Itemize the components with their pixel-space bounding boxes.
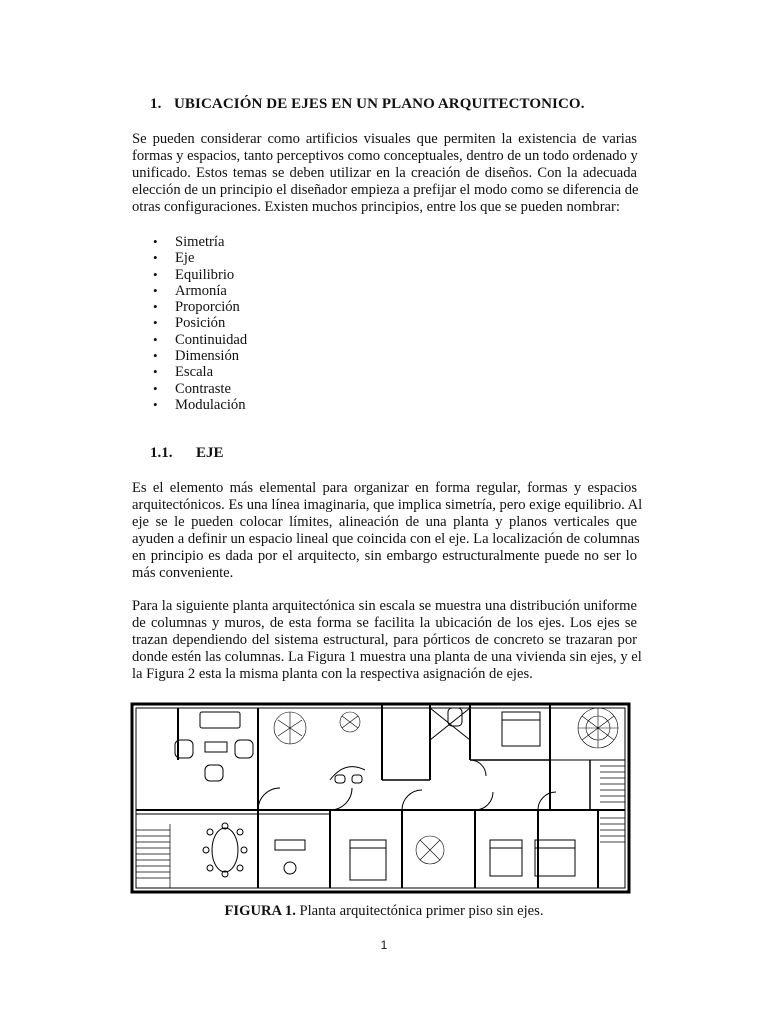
list-item: • Modulación bbox=[150, 397, 247, 413]
intro-paragraph bbox=[132, 131, 637, 216]
paragraph-line: otras configuraciones. Existen muchos principios, entre los que se pueden nombrar: bbox=[132, 199, 620, 215]
subsection-number: 1.1. bbox=[150, 445, 173, 461]
paragraph-line: la Figura 2 esta la misma planta con la respectiva asignación de ejes. bbox=[132, 666, 533, 682]
list-item: • Continuidad bbox=[150, 332, 247, 348]
paragraph-line: arquitectónicos. Es una línea imaginaria, que implica simetría, pero exige equilibrio. Al bbox=[132, 497, 643, 513]
paragraph-line: más conveniente. bbox=[132, 565, 234, 581]
paragraph-line: donde estén las columnas. La Figura 1 muestra una planta de una vivienda sin ejes, y el bbox=[132, 649, 642, 665]
figure-caption bbox=[0, 903, 768, 920]
section-number: 1. bbox=[150, 96, 162, 112]
list-item: • Equilibrio bbox=[150, 267, 247, 283]
planta-paragraph bbox=[132, 598, 642, 683]
paragraph-line: de columnas y muros, de esta forma se facilita la ubicación de los ejes. Los ejes se bbox=[132, 615, 637, 631]
list-item: • Contraste bbox=[150, 381, 247, 397]
paragraph-line: eje se le pueden colocar límites, alineación de una planta y planos verticales que bbox=[132, 514, 637, 530]
paragraph-line: elección de un principio el diseñador empieza a prefijar el modo como se diferencia de bbox=[132, 182, 639, 198]
paragraph-line: Es el elemento más elemental para organizar en forma regular, formas y espacios bbox=[132, 480, 637, 496]
paragraph-line: unificado. Estos temas se deben utilizar en la creación de diseños. Con la adecuada bbox=[132, 165, 637, 181]
eje-paragraph bbox=[132, 480, 643, 582]
subsection-title: EJE bbox=[196, 445, 224, 461]
floor-plan-drawing bbox=[130, 700, 635, 895]
paragraph-line: Se pueden considerar como artificios visuales que permiten la existencia de varias bbox=[132, 131, 637, 147]
list-item: • Simetría bbox=[150, 234, 247, 250]
principles-list bbox=[150, 234, 247, 413]
paragraph-line: Para la siguiente planta arquitectónica sin escala se muestra una distribución uniforme bbox=[132, 598, 637, 614]
page-number: 1 bbox=[380, 938, 388, 952]
list-item: • Escala bbox=[150, 364, 247, 380]
caption-label: FIGURA 1. bbox=[224, 903, 296, 919]
list-item: • Dimensión bbox=[150, 348, 247, 364]
list-item: • Posición bbox=[150, 315, 247, 331]
paragraph-line: formas y espacios, tanto perceptivos como conceptuales, dentro de un todo ordenado y bbox=[132, 148, 638, 164]
caption-text: Planta arquitectónica primer piso sin ejes. bbox=[295, 903, 544, 919]
paragraph-line: ayuden a definir un espacio lineal que coincida con el eje. La localización de columnas bbox=[132, 531, 640, 547]
paragraph-line: trazan dependiendo del sistema estructural, para pórticos de concreto se trazaran por bbox=[132, 632, 637, 648]
paragraph-line: en principio es dada por el arquitecto, sin embargo estructuralmente puede no ser lo bbox=[132, 548, 637, 564]
list-item: • Proporción bbox=[150, 299, 247, 315]
section-title: UBICACIÓN DE EJES EN UN PLANO ARQUITECTONICO. bbox=[174, 96, 585, 112]
list-item: • Armonía bbox=[150, 283, 247, 299]
list-item: • Eje bbox=[150, 250, 247, 266]
section-heading bbox=[150, 96, 585, 113]
subsection-heading bbox=[150, 445, 224, 462]
